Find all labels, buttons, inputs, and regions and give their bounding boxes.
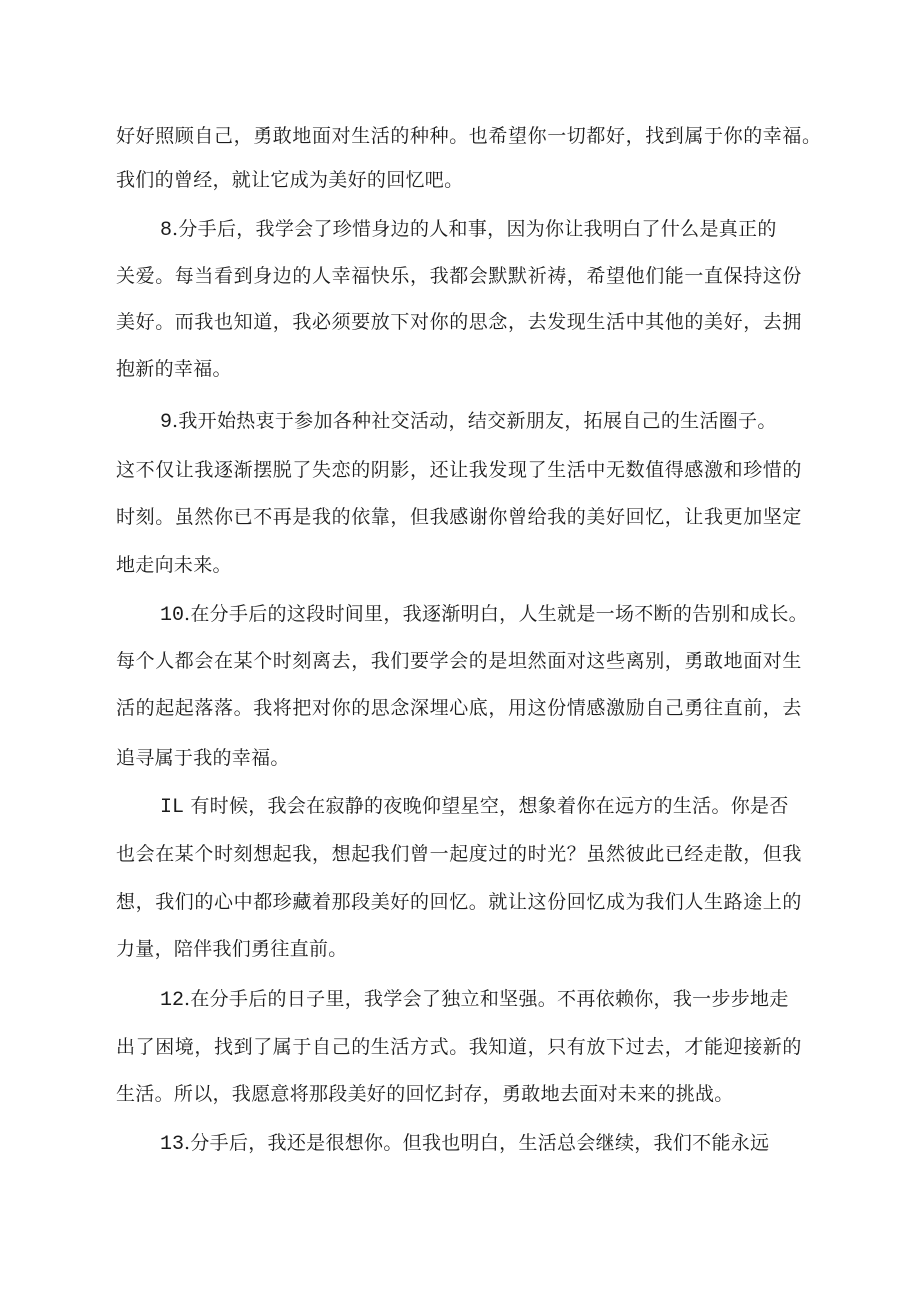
paragraph-line: 出了困境，找到了属于自己的生活方式。我知道，只有放下过去，才能迎接新的 [116,1036,803,1058]
paragraph-first-line [160,401,777,441]
paragraph-line: 这不仅让我逐渐摆脱了失恋的阴影，还让我发现了生活中无数值得感激和珍惜的 [116,459,803,481]
paragraph-number: 9 [160,411,173,434]
paragraph-number: 13 [160,1133,185,1156]
paragraph-line: 时刻。虽然你已不再是我的依靠，但我感谢你曾给我的美好回忆，让我更加坚定 [116,506,803,528]
paragraph-line: 追寻属于我的幸福。 [116,747,290,769]
paragraph-line: 力量，陪伴我们勇往直前。 [116,938,348,960]
paragraph-line: 活的起起落落。我将把对你的思念深埋心底，用这份情感激励自己勇往直前，去 [116,697,803,719]
paragraph-first-line [160,786,789,826]
paragraph-line: 关爱。每当看到身边的人幸福快乐，我都会默默祈祷，希望他们能一直保持这份 [116,265,803,287]
paragraph-line: .在分手后的日子里，我学会了独立和坚强。不再依赖你，我一步步地走 [184,988,789,1010]
paragraph-line: .分手后，我还是很想你。但我也明白，生活总会继续，我们不能永远 [184,1132,770,1154]
paragraph-number: 8 [160,219,173,242]
paragraph-line: 美好。而我也知道，我必须要放下对你的思念，去发现生活中其他的美好，去拥 [116,311,803,333]
paragraph-line: 生活。所以，我愿意将那段美好的回忆封存，勇敢地去面对未来的挑战。 [116,1083,734,1105]
paragraph-line: .在分手后的这段时间里，我逐渐明白，人生就是一场不断的告别和成长。 [184,603,808,625]
paragraph-line: 地走向未来。 [116,554,232,576]
paragraph-first-line [160,209,777,249]
paragraph-line: 好好照顾自己，勇敢地面对生活的种种。也希望你一切都好，找到属于你的幸福。 [116,125,822,147]
paragraph-first-line [160,594,808,634]
paragraph-line: 想，我们的心中都珍藏着那段美好的回忆。就让这份回忆成为我们人生路途上的 [116,891,803,913]
paragraph-line: .分手后，我学会了珍惜身边的人和事，因为你让我明白了什么是真正的 [172,218,777,240]
paragraph-number: 12 [160,989,185,1012]
paragraph-line: 每个人都会在某个时刻离去，我们要学会的是坦然面对这些离别，勇敢地面对生 [116,650,803,672]
paragraph-line: .我开始热衷于参加各种社交活动，结交新朋友，拓展自己的生活圈子。 [172,410,777,432]
paragraph-first-line [160,1123,769,1163]
paragraph-line: 有时候，我会在寂静的夜晚仰望星空，想象着你在远方的生活。你是否 [190,795,789,817]
paragraph-line: 我们的曾经，就让它成为美好的回忆吧。 [116,169,464,191]
paragraph-first-line [160,979,789,1019]
paragraph-line: 也会在某个时刻想起我，想起我们曾一起度过的时光？虽然彼此已经走散，但我 [116,843,803,865]
paragraph-number: IL [160,796,185,819]
paragraph-number: 10 [160,604,185,627]
paragraph-line: 抱新的幸福。 [116,358,232,380]
